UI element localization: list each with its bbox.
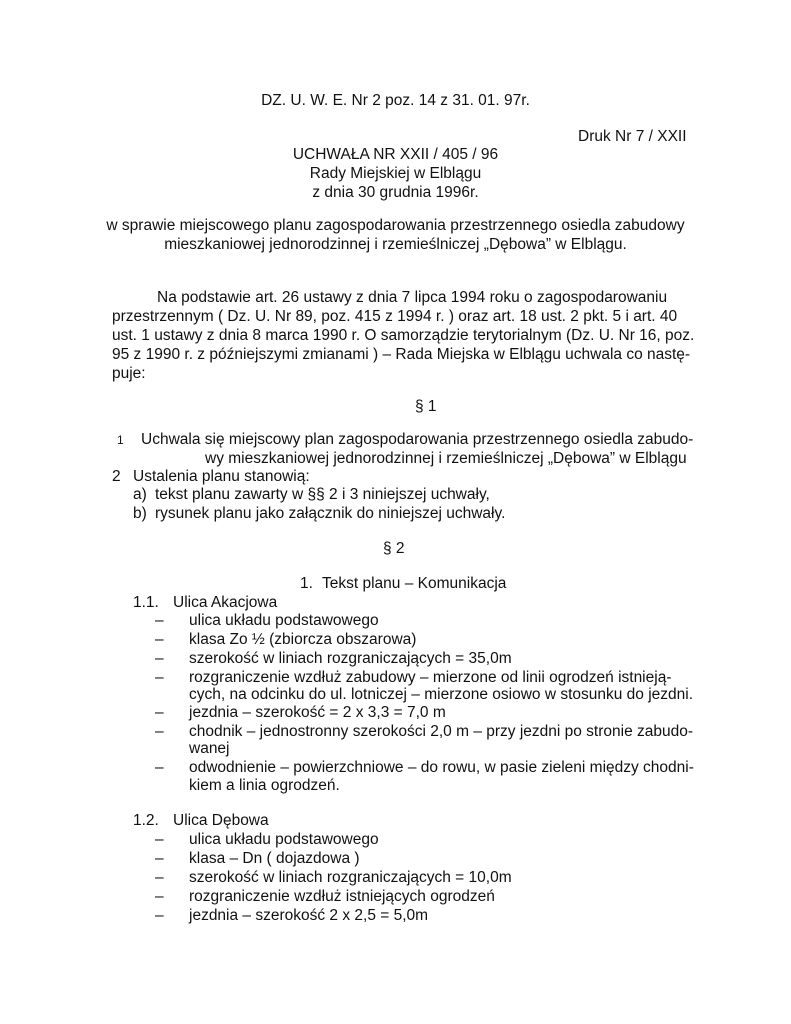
dash: – (155, 704, 164, 721)
sub-a-text: tekst planu zawarty w §§ 2 i 3 niniejszej uchwały, (155, 486, 490, 503)
dash: – (155, 759, 164, 776)
sub-b-text: rysunek planu jako załącznik do niniejszej uchwały. (155, 505, 506, 522)
sub-b-label: b) (133, 505, 147, 522)
preamble-line-5: puje: (112, 365, 146, 382)
dash: – (155, 612, 164, 629)
preamble-line-4: 95 z 1990 r. z późniejszymi zmianami ) – Rada Miejska w Elblągu uchwala co nastę- (112, 346, 691, 363)
list-item: jezdnia – szerokość = 2 x 3,3 = 7,0 m (189, 704, 446, 721)
item-2-number: 2 (112, 468, 121, 485)
dash: – (155, 850, 164, 867)
list-item: ulica układu podstawowego (189, 612, 379, 629)
section-2-heading: § 2 (383, 540, 405, 557)
item-2-text: Ustalenia planu stanowią: (133, 468, 310, 485)
list-item: ulica układu podstawowego (189, 831, 379, 848)
list-item: chodnik – jednostronny szerokości 2,0 m – przy jezdni po stronie zabudo- (189, 723, 694, 740)
preamble-line-2: przestrzennym ( Dz. U. Nr 89, poz. 415 z 1994 r. ) oraz art. 18 ust. 2 pkt. 5 i art. 40 (112, 308, 678, 325)
preamble-line-3: ust. 1 ustawy z dnia 8 marca 1990 r. O samorządzie terytorialnym (Dz. U. Nr 16, poz. (112, 327, 695, 344)
dash: – (155, 869, 164, 886)
dash: – (155, 831, 164, 848)
list-item: rozgraniczenie wzdłuż zabudowy – mierzone od linii ogrodzeń istnieją- (189, 669, 672, 686)
subject-line-1: w sprawie miejscowego planu zagospodarowania przestrzennego osiedla zabudowy (106, 217, 685, 234)
subtitle-number: 1. (300, 575, 313, 592)
dash: – (155, 888, 164, 905)
section-1-heading: § 1 (415, 398, 437, 415)
print-number: Druk Nr 7 / XXII (578, 128, 687, 145)
item-1-line-1: Uchwala się miejscowy plan zagospodarowania przestrzennego osiedla zabudo- (141, 431, 694, 448)
sub-a-label: a) (133, 486, 147, 503)
street-2-number: 1.2. (133, 812, 159, 829)
dash: – (155, 723, 164, 740)
street-1-name: Ulica Akacjowa (173, 594, 278, 611)
item-1-number: 1 (117, 433, 124, 447)
street-2-name: Ulica Dębowa (173, 812, 269, 829)
street-1-number: 1.1. (133, 594, 159, 611)
resolution-title: UCHWAŁA NR XXII / 405 / 96 (292, 146, 499, 163)
item-1-line-2: wy mieszkaniowej jednorodzinnej i rzemieślniczej „Dębowa” w Elblągu (205, 450, 687, 467)
list-item: szerokość w liniach rozgraniczających = 35,0m (189, 650, 512, 667)
list-item: klasa – Dn ( dojazdowa ) (189, 850, 360, 867)
journal-reference: DZ. U. W. E. Nr 2 poz. 14 z 31. 01. 97r. (261, 92, 530, 109)
list-item-continuation: cych, na odcinku do ul. lotniczej – mierzone osiowo w stosunku do jezdni. (189, 686, 694, 703)
resolution-date: z dnia 30 grudnia 1996r. (312, 184, 479, 201)
list-item: odwodnienie – powierzchniowe – do rowu, w pasie zieleni między chodni- (189, 759, 694, 776)
subject-line-2: mieszkaniowej jednorodzinnej i rzemieślniczej „Dębowa” w Elblągu. (164, 236, 627, 253)
dash: – (155, 631, 164, 648)
preamble-line-1: Na podstawie art. 26 ustawy z dnia 7 lipca 1994 roku o zagospodarowaniu (157, 289, 668, 306)
dash: – (155, 907, 164, 924)
list-item: rozgraniczenie wzdłuż istniejących ogrodzeń (189, 888, 495, 905)
list-item-continuation: kiem a linia ogrodzeń. (189, 777, 340, 794)
subtitle-text: Tekst planu – Komunikacja (322, 575, 507, 592)
list-item-continuation: wanej (189, 740, 230, 757)
council-name: Rady Miejskiej w Elblągu (309, 165, 482, 182)
list-item: szerokość w liniach rozgraniczających = 10,0m (189, 869, 512, 886)
list-item: klasa Zo ½ (zbiorcza obszarowa) (189, 631, 417, 648)
dash: – (155, 650, 164, 667)
dash: – (155, 669, 164, 686)
list-item: jezdnia – szerokość 2 x 2,5 = 5,0m (189, 907, 429, 924)
